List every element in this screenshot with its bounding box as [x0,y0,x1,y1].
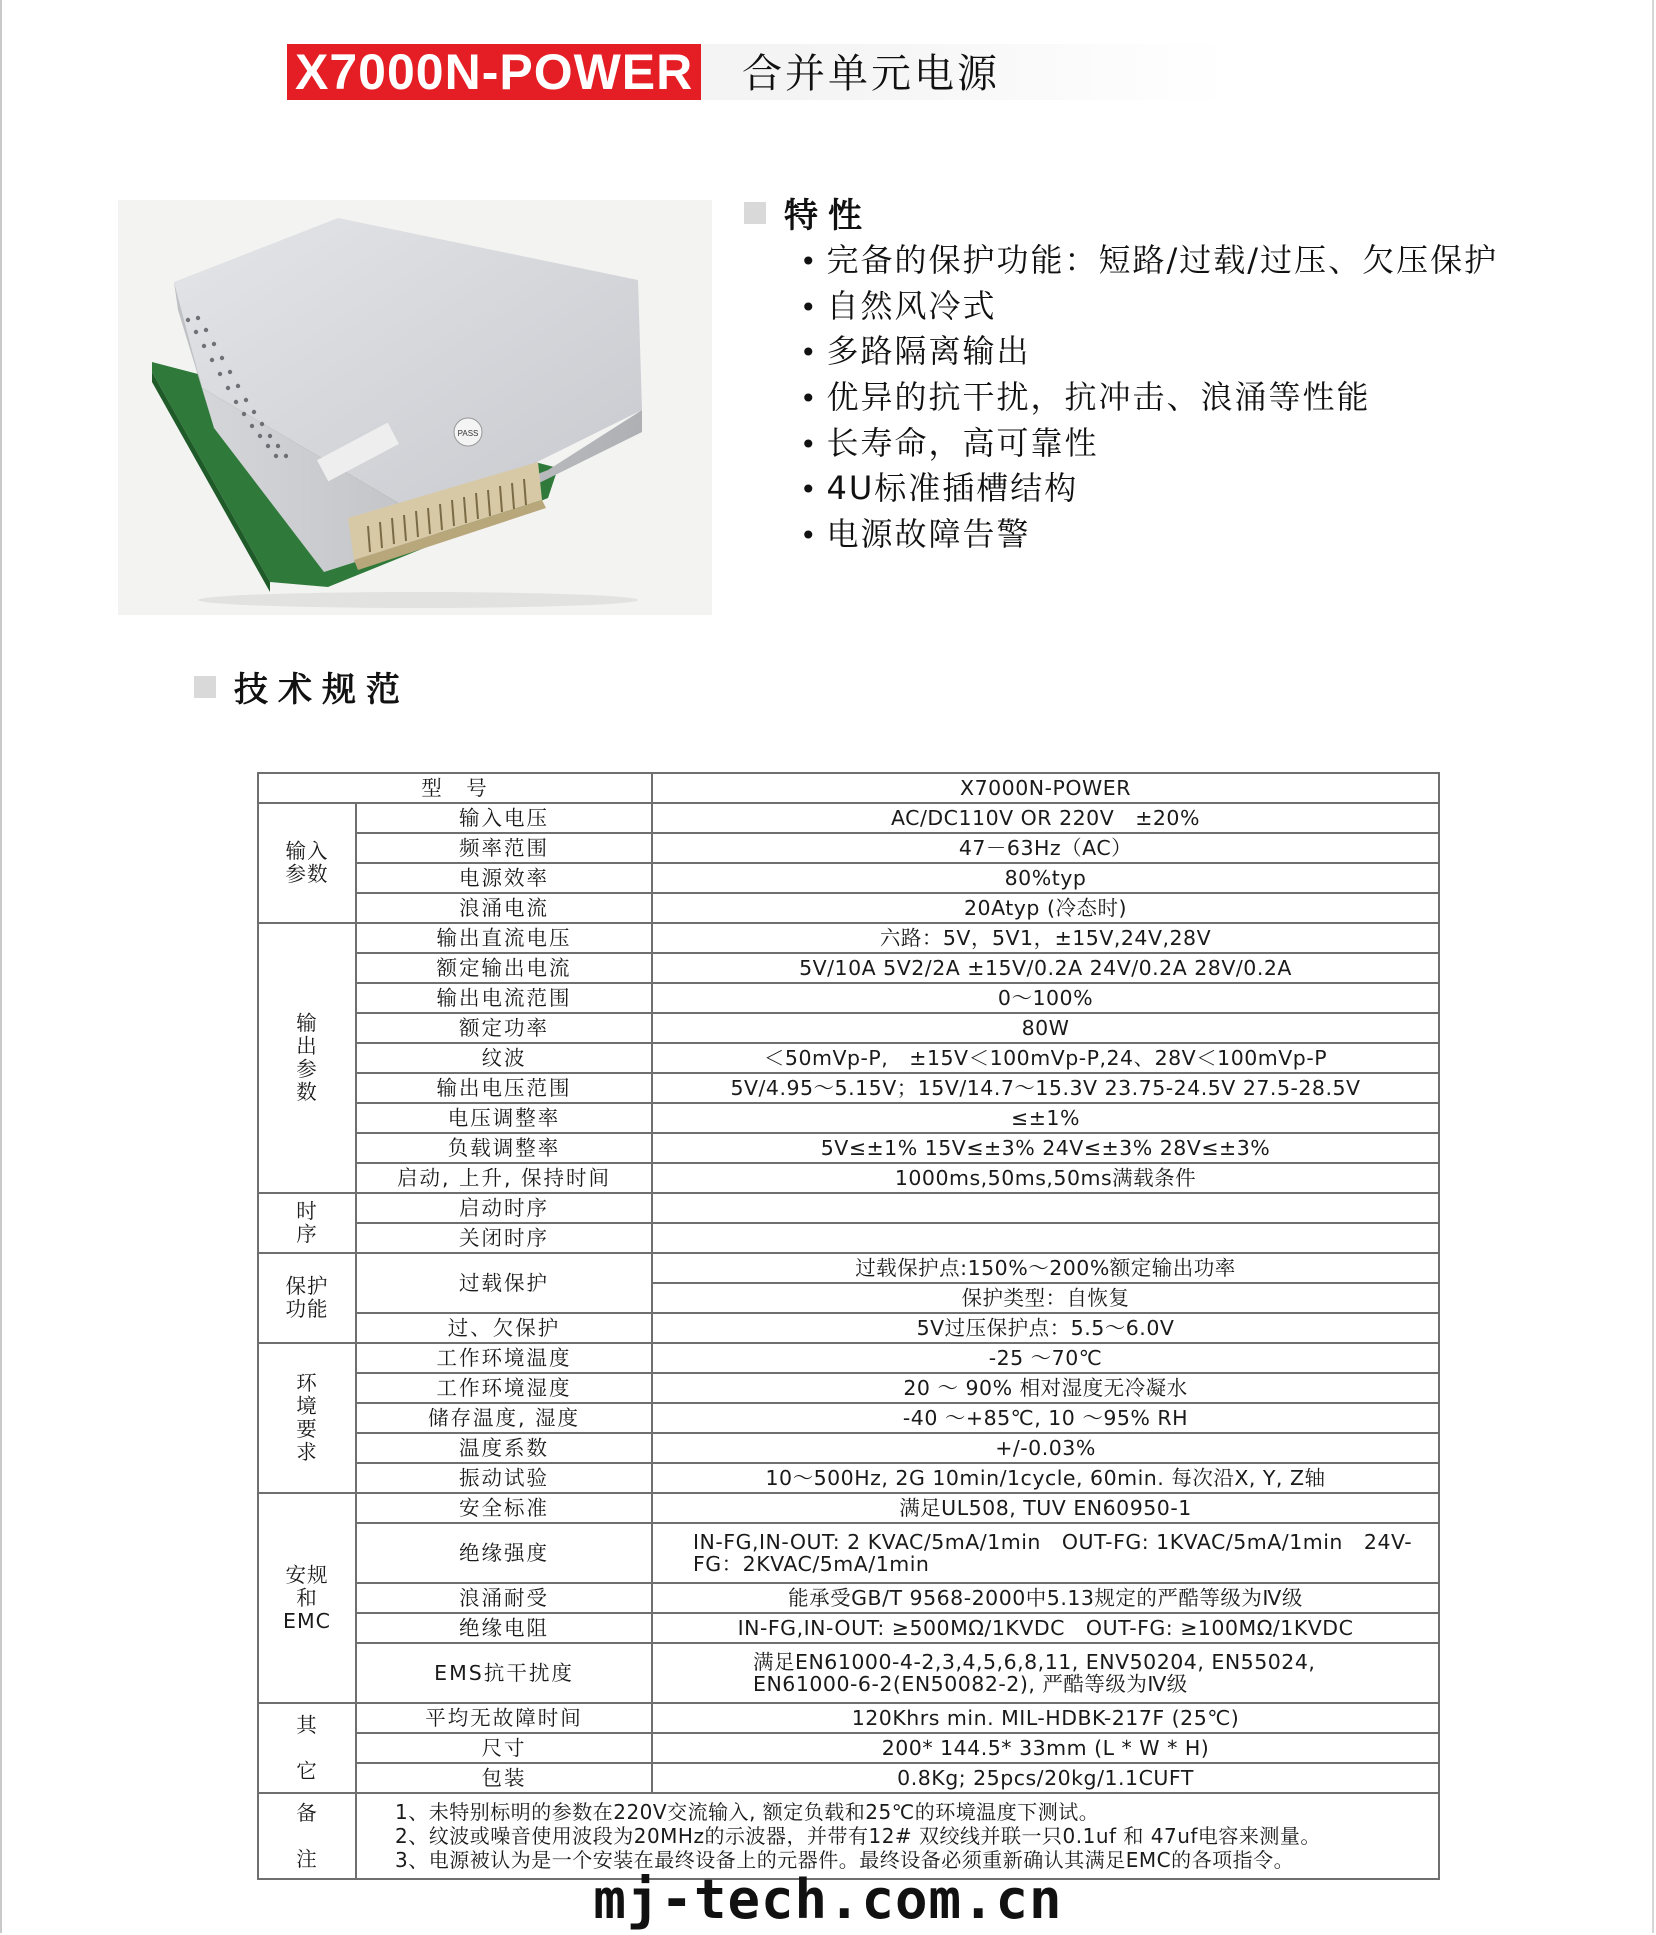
param-label: 频率范围 [356,833,652,863]
param-label: 过载保护 [356,1253,652,1313]
model-label: 型 号 [258,773,652,803]
table-row [258,953,1439,983]
param-value: -40 ～+85℃, 10 ～95% RH [652,1403,1439,1433]
param-label: 储存温度, 湿度 [356,1403,652,1433]
table-row [258,1613,1439,1643]
product-subtitle: 合并单元电源 [742,51,1000,97]
table-row [258,833,1439,863]
table-row [258,983,1439,1013]
notes-cell [356,1793,1439,1879]
group-other: 其 它 [258,1703,356,1793]
feature-item: • 自然风冷式 [800,284,1498,330]
param-label: 包装 [356,1763,652,1793]
feature-item: • 长寿命，高可靠性 [800,421,1498,467]
specs-heading [194,662,410,711]
param-label: 启动, 上升, 保持时间 [356,1163,652,1193]
param-value: 保护类型：自恢复 [652,1283,1439,1313]
table-row [258,1733,1439,1763]
feature-item: • 电源故障告警 [800,512,1498,558]
table-row [258,1103,1439,1133]
product-model-title: X7000N-POWER [287,44,701,100]
group-input: 输入 参数 [258,803,356,923]
table-row [258,1223,1439,1253]
feature-item: • 完备的保护功能：短路/过载/过压、欠压保护 [800,238,1498,284]
table-row [258,1403,1439,1433]
param-label: 启动时序 [356,1193,652,1223]
param-label: 工作环境温度 [356,1343,652,1373]
param-label: 额定功率 [356,1013,652,1043]
features-heading-text: 特性 [784,196,872,236]
table-row [258,1313,1439,1343]
website-url: mj-tech.com.cn [593,1868,1063,1931]
param-value: 80W [652,1013,1439,1043]
param-label: 绝缘电阻 [356,1613,652,1643]
table-row [258,1043,1439,1073]
table-row [258,1253,1439,1283]
param-label: 输出电流范围 [356,983,652,1013]
param-label: 输出电压范围 [356,1073,652,1103]
product-photo [118,200,712,615]
table-row [258,1643,1439,1703]
param-value: 0.8Kg; 25pcs/20kg/1.1CUFT [652,1763,1439,1793]
pass-sticker: PASS [457,429,479,438]
feature-item: • 优异的抗干扰，抗冲击、浪涌等性能 [800,375,1498,421]
group-output: 输 出 参 数 [258,923,356,1193]
feature-item: • 多路隔离输出 [800,329,1498,375]
param-label: 电源效率 [356,863,652,893]
param-value: 能承受GB/T 9568-2000中5.13规定的严酷等级为Ⅳ级 [652,1583,1439,1613]
param-label: 浪涌电流 [356,893,652,923]
heading-square-icon [194,676,216,698]
note-line: 2、纹波或噪音使用波段为20MHz的示波器，并带有12# 双绞线并联一只0.1uf 和 47uf电容来测量。 [395,1824,1321,1848]
param-value: 200* 144.5* 33mm (L * W * H) [652,1733,1439,1763]
param-value: IN-FG,IN-OUT: ≥500MΩ/1KVDC OUT-FG: ≥100MΩ/1KVDC [652,1613,1439,1643]
param-value: 六路：5V，5V1，±15V,24V,28V [652,923,1439,953]
param-label: 浪涌耐受 [356,1583,652,1613]
table-row [258,1133,1439,1163]
group-notes: 备 注 [258,1793,356,1879]
param-value: -25 ～70℃ [652,1343,1439,1373]
table-row [258,803,1439,833]
table-row [258,1583,1439,1613]
feature-item: • 4U标准插槽结构 [800,466,1498,512]
param-value: 80%typ [652,863,1439,893]
param-value: +/-0.03% [652,1433,1439,1463]
param-value: ＜50mVp-P, ±15V＜100mVp-P,24、28V＜100mVp-P [652,1043,1439,1073]
table-row [258,923,1439,953]
table-row [258,1433,1439,1463]
param-label: 温度系数 [356,1433,652,1463]
param-value: 5V/4.95～5.15V；15V/14.7～15.3V 23.75-24.5V 27.5-28.5V [652,1073,1439,1103]
param-label: 平均无故障时间 [356,1703,652,1733]
table-row [258,1763,1439,1793]
group-environment: 环 境 要 求 [258,1343,356,1493]
param-label: 纹波 [356,1043,652,1073]
param-value: 1000ms,50ms,50ms满载条件 [652,1163,1439,1193]
table-row [258,773,1439,803]
table-row [258,1523,1439,1583]
group-safety-emc: 安规 和 EMC [258,1493,356,1703]
param-label: 输入电压 [356,803,652,833]
model-value: X7000N-POWER [652,773,1439,803]
param-label: 绝缘强度 [356,1523,652,1583]
table-row [258,1073,1439,1103]
param-value: 20Atyp (冷态时) [652,893,1439,923]
table-row [258,1463,1439,1493]
param-value: 满足UL508, TUV EN60950-1 [652,1493,1439,1523]
param-label: 额定输出电流 [356,953,652,983]
param-value [652,1193,1439,1223]
table-row [258,1193,1439,1223]
param-value: 10～500Hz, 2G 10min/1cycle, 60min. 每次沿X, Y, Z轴 [652,1463,1439,1493]
param-value: IN-FG,IN-OUT: 2 KVAC/5mA/1min OUT-FG: 1KVAC/5mA/1min 24V-FG：2KVAC/5mA/1min [652,1523,1439,1583]
table-row [258,1163,1439,1193]
note-line: 3、电源被认为是一个安装在最终设备上的元器件。最终设备必须重新确认其满足EMC的各项指令。 [395,1848,1295,1872]
param-label: 输出直流电压 [356,923,652,953]
title-bar [287,44,1227,100]
table-row [258,1343,1439,1373]
table-row [258,1493,1439,1523]
param-value: 满足EN61000-4-2,3,4,5,6,8,11, ENV50204, EN55024, EN61000-6-2(EN50082-2), 严酷等级为Ⅳ级 [652,1643,1439,1703]
table-row [258,1373,1439,1403]
group-timing: 时 序 [258,1193,356,1253]
param-value: 47－63Hz（AC） [652,833,1439,863]
param-label: 工作环境湿度 [356,1373,652,1403]
table-row [258,1793,1439,1879]
param-label: 关闭时序 [356,1223,652,1253]
param-value: 5V≤±1% 15V≤±3% 24V≤±3% 28V≤±3% [652,1133,1439,1163]
table-row [258,863,1439,893]
param-value: ≤±1% [652,1103,1439,1133]
param-value: 0～100% [652,983,1439,1013]
param-label: 振动试验 [356,1463,652,1493]
param-label: EMS抗干扰度 [356,1643,652,1703]
param-value [652,1223,1439,1253]
note-line: 1、未特别标明的参数在220V交流输入, 额定负载和25℃的环境温度下测试。 [395,1800,1100,1824]
heading-square-icon [744,202,766,224]
param-label: 负载调整率 [356,1133,652,1163]
group-protection: 保护 功能 [258,1253,356,1343]
table-row [258,1703,1439,1733]
param-value: 20 ～ 90% 相对湿度无冷凝水 [652,1373,1439,1403]
param-label: 尺寸 [356,1733,652,1763]
param-value: 过载保护点:150%～200%额定输出功率 [652,1253,1439,1283]
features-heading [744,188,872,237]
param-label: 安全标准 [356,1493,652,1523]
table-row [258,893,1439,923]
param-value: 5V过压保护点：5.5～6.0V [652,1313,1439,1343]
power-supply-illustration [118,200,712,615]
param-value: 120Khrs min. MIL-HDBK-217F (25℃) [652,1703,1439,1733]
param-value: AC/DC110V OR 220V ±20% [652,803,1439,833]
spec-table [257,772,1440,1880]
feature-list [800,238,1498,558]
param-label: 过、欠保护 [356,1313,652,1343]
param-label: 电压调整率 [356,1103,652,1133]
specs-heading-text: 技术规范 [234,670,410,710]
table-row [258,1013,1439,1043]
param-value: 5V/10A 5V2/2A ±15V/0.2A 24V/0.2A 28V/0.2A [652,953,1439,983]
